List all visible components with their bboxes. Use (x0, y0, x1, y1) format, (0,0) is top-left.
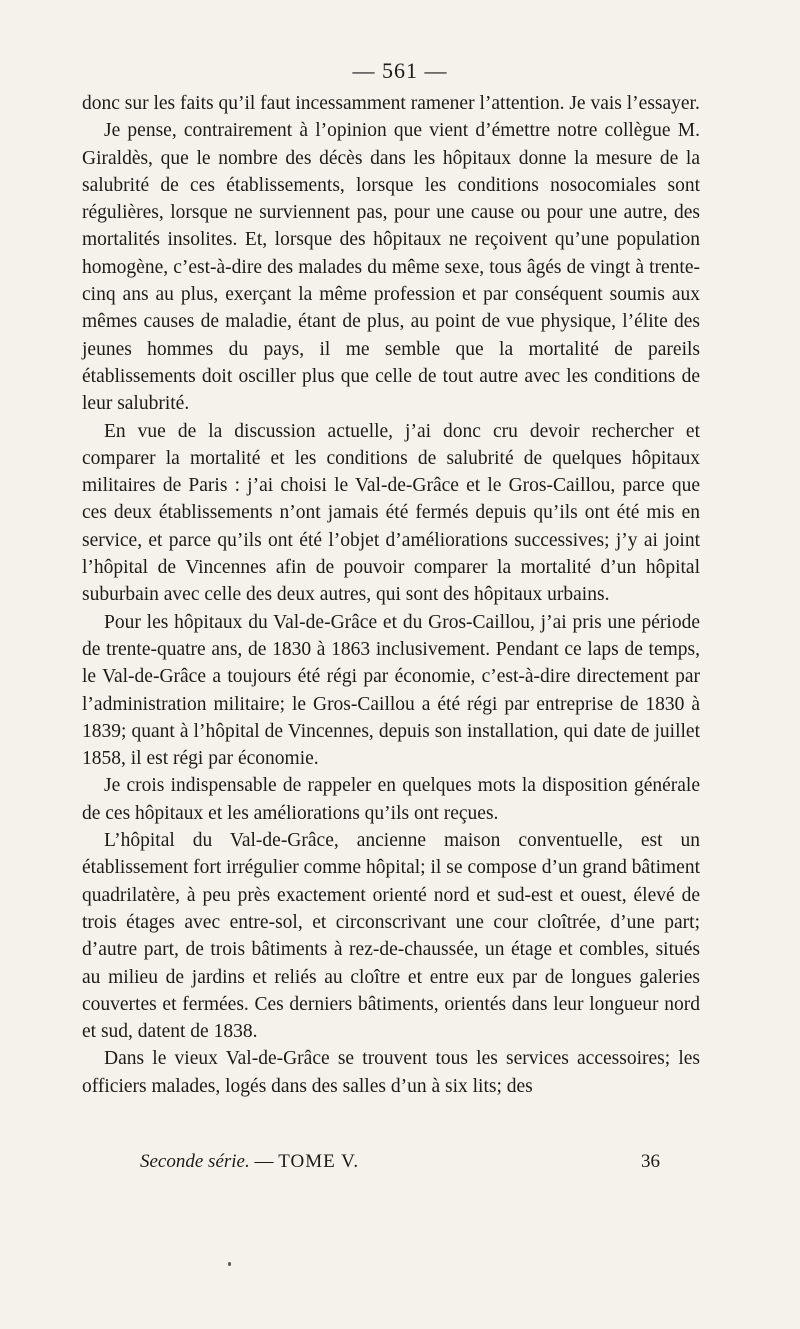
paragraph-7: Dans le vieux Val-de-Grâce se trouvent tous les services accessoires; les officiers malades, logés dans des salles d’un à six lits; des (82, 1048, 700, 1097)
ink-speck (228, 1262, 231, 1266)
paragraph-4: Pour les hôpitaux du Val-de-Grâce et du Gros-Caillou, j’ai pris une période de trente-quatre ans, de 1830 à 1863 inclusivement. Pendant ce laps de temps, le Val-de-Grâce a toujours été régi par économie, c’est-à-dire directement par l’administration militaire; le Gros-Caillou a été régi par entreprise de 1830 à 1839; quant à l’hôpital de Vincennes, depuis son installation, qui date de juillet 1858, il est régi par économie. (82, 611, 700, 770)
page-number: — 561 — (352, 58, 448, 83)
footer-series-tome (140, 1151, 359, 1173)
paragraph-5: Je crois indispensable de rappeler en quelques mots la disposition générale de ces hôpitaux et les améliorations qu’ils ont reçues. (82, 775, 700, 824)
page-footer (140, 1151, 660, 1173)
paragraph-1: donc sur les faits qu’il faut incessamment ramener l’attention. Je vais l’essayer. (82, 93, 700, 114)
body-text (82, 90, 700, 1100)
footer-series: Seconde série. (140, 1151, 250, 1172)
footer-dash: — (254, 1151, 274, 1172)
paragraph-2: Je pense, contrairement à l’opinion que vient d’émettre notre collègue M. Giraldès, que le nombre des décès dans les hôpitaux donne la mesure de la salubrité de ces établissements, lorsque les conditions nosocomiales sont régulières, lorsque ne surviennent pas, pour une cause ou pour une autre, des mortalités insolites. Et, lorsque des hôpitaux ne reçoivent qu’une population homogène, c’est-à-dire des malades du même sexe, tous âgés de vingt à trente-cinq ans au plus, exerçant la même profession et par conséquent soumis aux mêmes causes de maladie, étant de plus, au point de vue physique, l’élite des jeunes hommes du pays, il me semble que la mortalité de pareils établissements doit osciller plus que celle de tout autre avec les conditions de leur salubrité. (82, 120, 700, 415)
footer-tome: TOME V. (278, 1151, 360, 1172)
paragraph-3: En vue de la discussion actuelle, j’ai donc cru devoir rechercher et comparer la mortalité et les conditions de salubrité de quelques hôpitaux militaires de Paris : j’ai choisi le Val-de-Grâce et le Gros-Caillou, parce que ces deux établissements n’ont jamais été fermés depuis qu’ils ont été mis en service, et parce qu’ils ont été l’objet d’améliorations successives; j’y ai joint l’hôpital de Vincennes afin de pouvoir comparer la mortalité d’un hôpital suburbain avec celle des deux autres, qui sont des hôpitaux urbains. (82, 420, 700, 606)
paragraph-6: L’hôpital du Val-de-Grâce, ancienne maison conventuelle, est un établissement fort irrégulier comme hôpital; il se compose d’un grand bâtiment quadrilatère, à peu près exactement orienté nord et sud-est et ouest, élevé de trois étages avec entre-sol, et circonscrivant une cour cloîtrée, d’une part; d’autre part, de trois bâtiments à rez-de-chaussée, un étage et combles, situés au milieu de jardins et reliés au cloître et entre eux par de longues galeries couvertes et fermées. Ces derniers bâtiments, orientés dans leur longueur nord et sud, datent de 1838. (82, 830, 700, 1043)
footer-signature: 36 (641, 1151, 660, 1172)
